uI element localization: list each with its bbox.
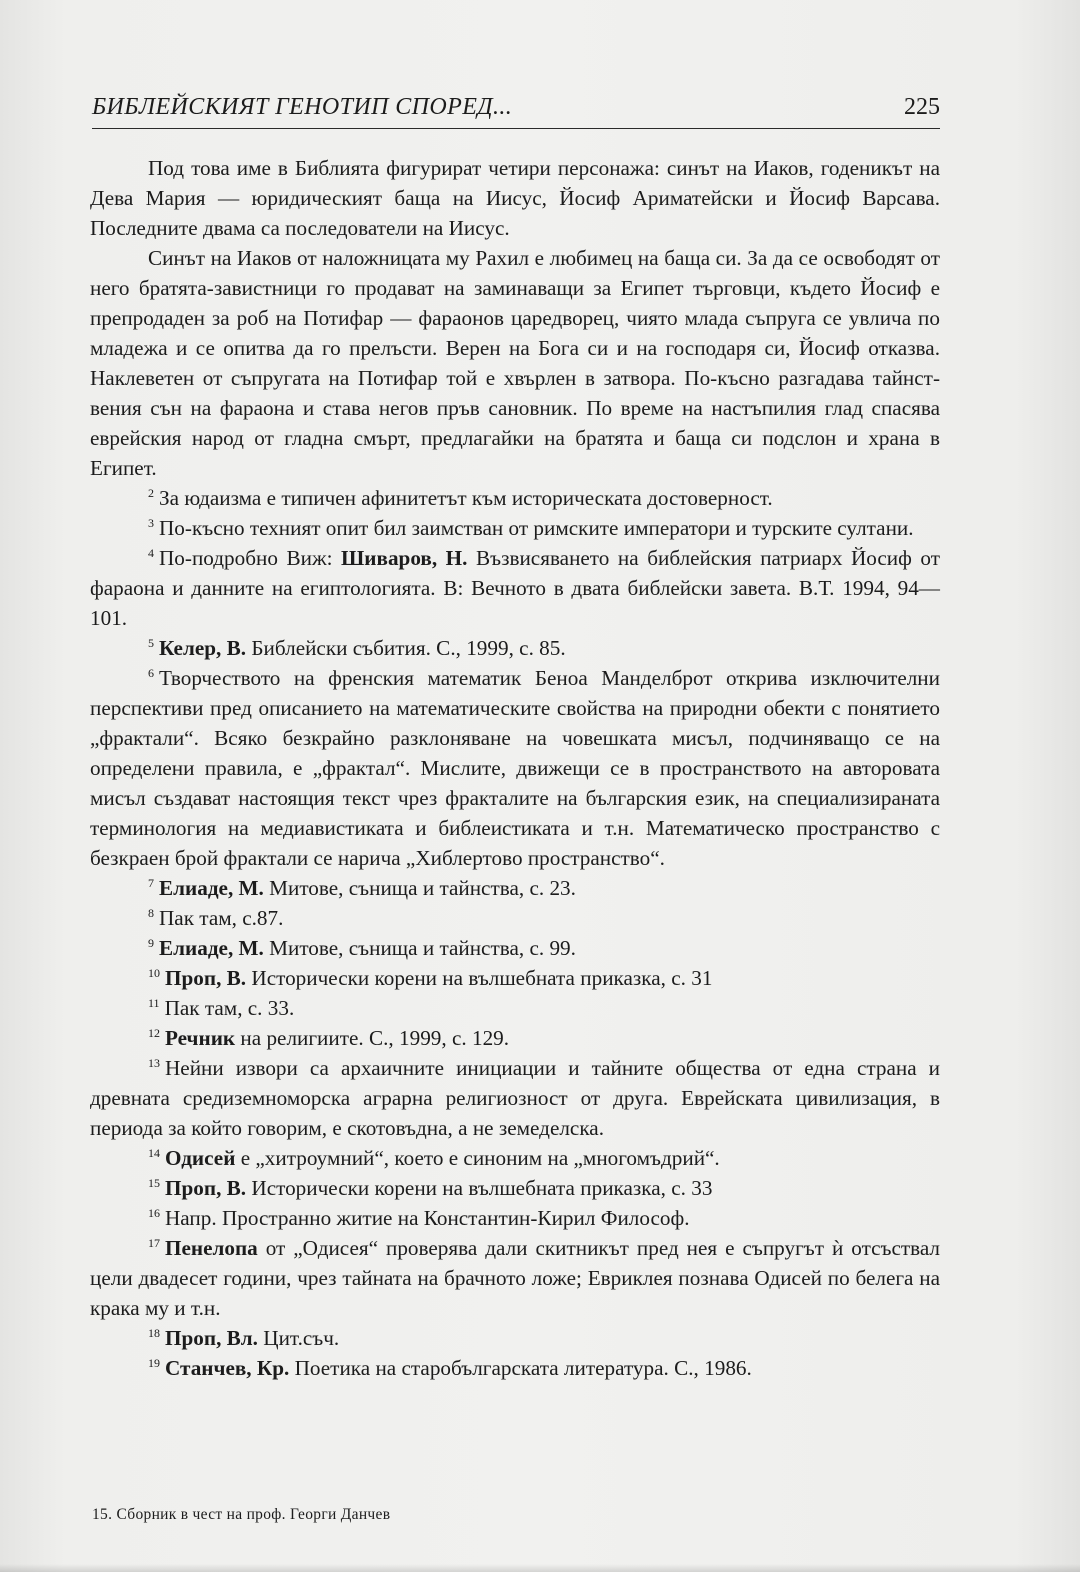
footnote-author: Проп, В.	[165, 966, 247, 990]
footnote-7	[90, 873, 940, 903]
footnote-5	[90, 633, 940, 663]
footnote-author: Келер, В.	[159, 636, 247, 660]
footnote-text: Пак там, с.87.	[159, 906, 284, 930]
footnote-number: 3	[148, 516, 154, 530]
footnote-number: 4	[148, 546, 154, 560]
footnote-11	[90, 993, 940, 1023]
footnote-6	[90, 663, 940, 873]
footnote-author: Шиваров, Н.	[341, 546, 468, 570]
page-edge-shadow	[0, 1564, 1080, 1572]
footnote-author: Речник	[165, 1026, 236, 1050]
footnote-text: Поетика на старобългарската литература. С., 1986.	[289, 1356, 752, 1380]
footnote-author: Станчев, Кр.	[165, 1356, 290, 1380]
footnote-text: За юдаизма е типичен афинитетът към историческата достоверност.	[159, 486, 773, 510]
footnote-number: 9	[148, 936, 154, 950]
paragraph: Под това име в Библията фигурират четири персонажа: синът на Иаков, годеникът на Дева Мария — юридическият баща на Иисус, Йосиф Ариматейски и Йосиф Варсава. Последните двама са последователи на Иисус.	[90, 156, 940, 240]
footnote-14	[90, 1143, 940, 1173]
footnote-15	[90, 1173, 940, 1203]
footnote-number: 14	[148, 1146, 160, 1160]
page-number: 225	[904, 94, 940, 120]
footnote-text: По-късно техният опит бил заимстван от римските императори и турските султани.	[159, 516, 914, 540]
footnote-number: 15	[148, 1176, 160, 1190]
footnote-text: Митове, сънища и тайнства, с. 99.	[263, 936, 576, 960]
footnote-text: от „Одисея“ проверява дали скитникът пред нея е съпругът ѝ отсъствал цели двадесет години, чрез тайната на брачното ложе; Евриклея познава Одисей по белега на крака му и т.н.	[90, 1236, 940, 1320]
footnote-text: Напр. Пространно житие на Константин-Кирил Философ.	[165, 1206, 690, 1230]
footnote-number: 8	[148, 906, 154, 920]
footnote-number: 18	[148, 1326, 160, 1340]
footnote-3	[90, 513, 940, 543]
footnote-text: е „хитроумний“, което е синоним на „многомъдрий“.	[235, 1146, 720, 1170]
footnote-number: 2	[148, 486, 154, 500]
footnote-number: 12	[148, 1026, 160, 1040]
footnote-19	[90, 1353, 940, 1383]
header-rule	[92, 128, 940, 129]
footnote-number: 19	[148, 1356, 160, 1370]
paragraph: Синът на Иаков от наложницата му Рахил е любимец на баща си. За да се освободят от него братята-завистници го продават на заминаващи за Египет търговци, където Йосиф е препродаден за роб на Потифар — фараонов царедворец, чиято млада съпруга се увлича по младежа и се опитва да го прелъсти. Верен на Бога си и на господаря си, Йосиф отказва. Наклеветен от съпругата на Потифар той е хвърлен в затвора. По-късно разгадава тайнствения сън на фараона и става негов пръв сановник. По време на настъпилия глад спасява еврейския народ от гладна смърт, предлагайки на братята и баща си подслон и храна в Египет.	[90, 246, 940, 480]
footnote-text: Библейски събития. С., 1999, с. 85.	[246, 636, 566, 660]
footnote-text: Нейни извори са архаичните инициации и тайните общества от една страна и древната средиземноморска аграрна религиозност от друга. Еврейската цивилизация, в периода за който говорим, е скотовъдна, а не земеделска.	[90, 1056, 940, 1140]
footnote-text: По-подробно Виж:	[159, 546, 342, 570]
footnote-number: 17	[148, 1236, 160, 1250]
printer-signature: 15. Сборник в чест на проф. Георги Данчев	[92, 1506, 391, 1523]
footnote-author: Елиаде, М.	[159, 936, 264, 960]
footnote-text: Исторически корени на вълшебната приказка, с. 33	[246, 1176, 713, 1200]
footnote-9	[90, 933, 940, 963]
footnote-18	[90, 1323, 940, 1353]
running-title: БИБЛЕЙСКИЯТ ГЕНОТИП СПОРЕД...	[92, 94, 513, 120]
footnote-text: на религиите. С., 1999, с. 129.	[235, 1026, 510, 1050]
footnote-number: 13	[148, 1056, 160, 1070]
footnote-text: Възвисяването на библейския патриарх Йосиф от фараона и данните на египтологията. В: Вечното в двата библейски завета. В.Т. 1994, 94—101.	[90, 546, 940, 630]
footnote-2	[90, 483, 940, 513]
footnote-text: Исторически корени на вълшебната приказка, с. 31	[246, 966, 713, 990]
footnote-number: 6	[148, 666, 154, 680]
footnote-author: Пенелопа	[165, 1236, 258, 1260]
footnote-text: Творчеството на френския математик Беноа Манделброт открива изключителни перспективи пред описанието на математическите свойства на природни обекти с понятието „фрактали“. Всяко безкрайно разклоняване на човешката мисъл, подчиняващо се на определени правила, е „фрактал“. Мислите, движещи се в пространството на авторовата мисъл създават настоящия текст чрез фракталите на българския език, на специализираната терминология на медиавистиката и библеистиката и т.н. Математическо пространство с безкраен брой фрактали се нарича „Хиблертово пространство“.	[90, 666, 940, 870]
footnote-17	[90, 1233, 940, 1323]
footnote-13	[90, 1053, 940, 1143]
footnote-4	[90, 543, 940, 633]
footnote-text: Митове, сънища и тайнства, с. 23.	[263, 876, 576, 900]
footnote-author: Одисей	[165, 1146, 236, 1170]
footnote-number: 16	[148, 1206, 160, 1220]
footnote-8	[90, 903, 940, 933]
footnote-text: Цит.съч.	[257, 1326, 340, 1350]
body-text	[90, 153, 940, 1383]
footnote-author: Проп, В.	[165, 1176, 247, 1200]
footnote-number: 10	[148, 966, 160, 980]
footnote-12	[90, 1023, 940, 1053]
footnote-text: Пак там, с. 33.	[164, 996, 295, 1020]
footnote-author: Проп, Вл.	[165, 1326, 258, 1350]
footnote-number: 7	[148, 876, 154, 890]
footnote-number: 11	[148, 996, 160, 1010]
footnote-author: Елиаде, М.	[159, 876, 264, 900]
page-header	[92, 92, 940, 122]
footnote-16	[90, 1203, 940, 1233]
footnote-number: 5	[148, 636, 154, 650]
footnote-10	[90, 963, 940, 993]
